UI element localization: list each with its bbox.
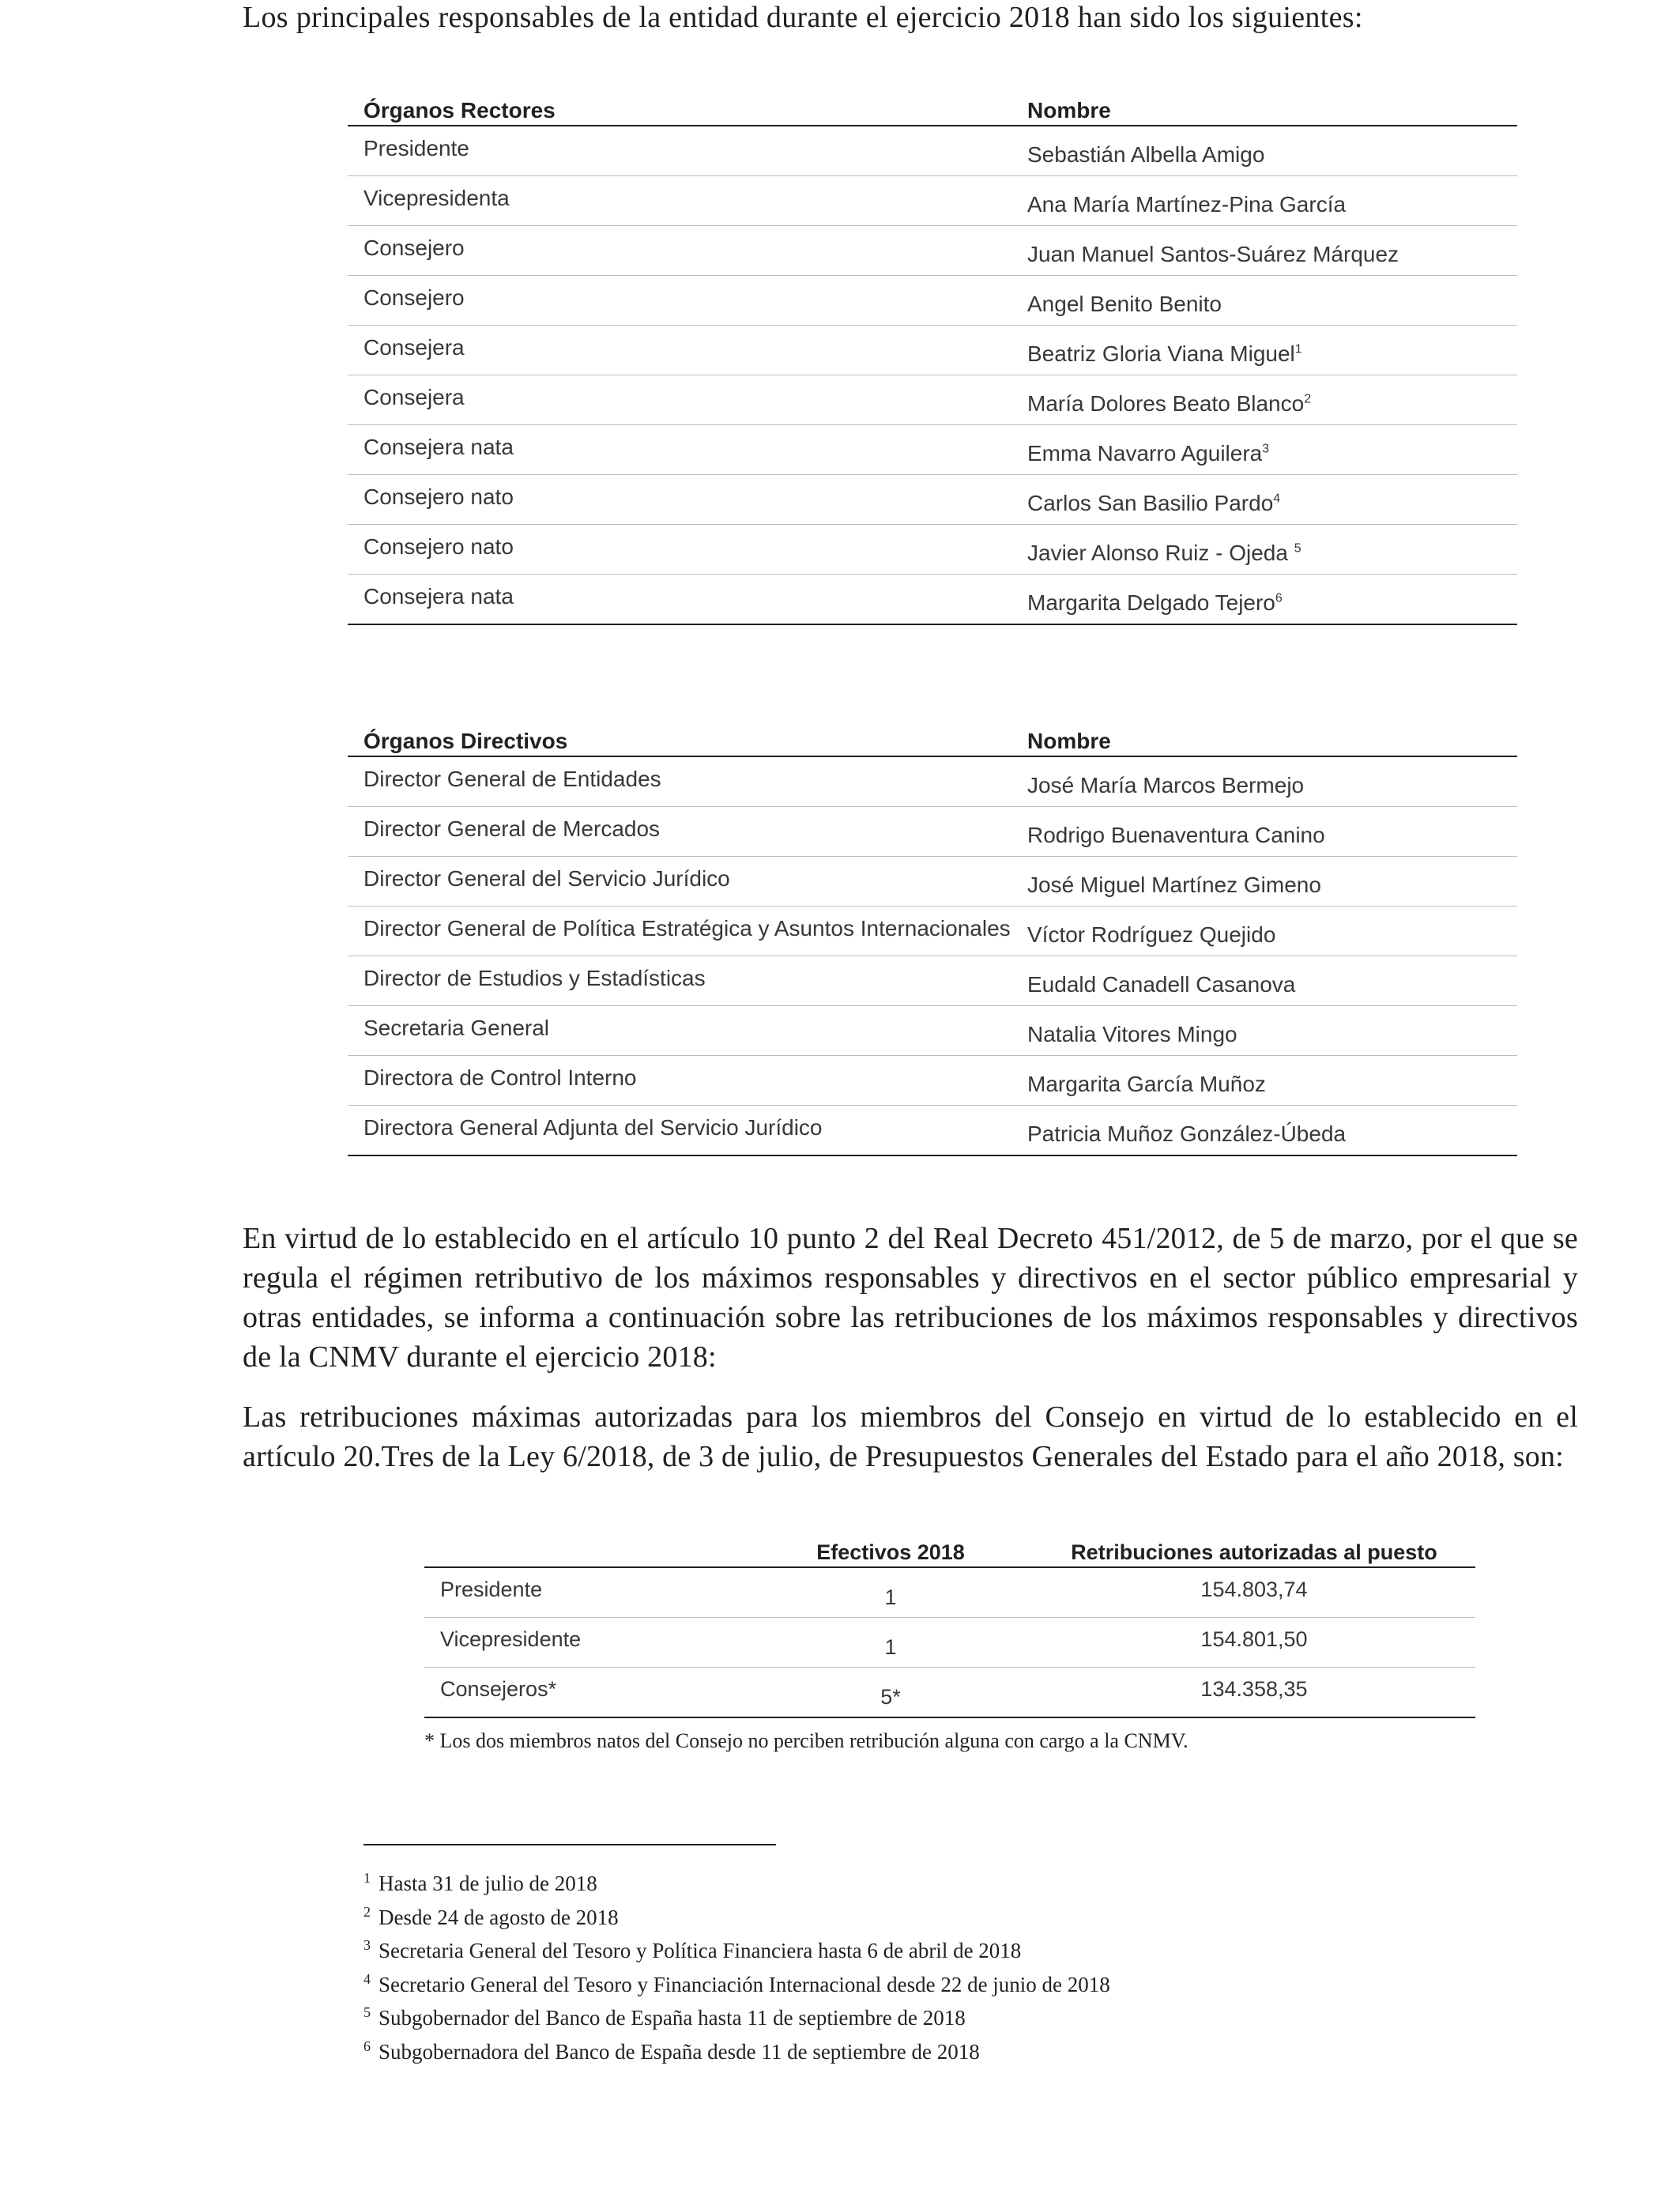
cargo-cell: Director de Estudios y Estadísticas (363, 966, 706, 990)
nombre-text: Ana María Martínez-Pina García (1027, 192, 1347, 217)
footnote-separator (363, 1844, 776, 1845)
table-row (348, 956, 1517, 1006)
rectores-header-cargo: Órganos Rectores (363, 98, 556, 123)
footnote-text: Subgobernadora del Banco de España desde 11 de septiembre de 2018 (379, 2039, 980, 2064)
footnote-item (363, 1901, 1110, 1935)
footnote-text: Secretario General del Tesoro y Financiación Internacional desde 22 de junio de 2018 (379, 1972, 1110, 1996)
cargo-cell: Consejera (363, 385, 465, 409)
nombre-cell: Margarita García Muñoz (1027, 1072, 1266, 1096)
directivos-header-nombre: Nombre (1027, 729, 1111, 753)
footnote-number: 6 (363, 2038, 371, 2054)
efectivos-cell: 5* (880, 1685, 901, 1709)
cargo-cell: Director General del Servicio Jurídico (363, 866, 730, 891)
cargo-cell: Secretaria General (363, 1016, 550, 1040)
nombre-cell: Natalia Vitores Mingo (1027, 1022, 1237, 1046)
importe-cell: 134.358,35 (1200, 1677, 1308, 1701)
cargo-cell: Consejera nata (363, 584, 514, 609)
rectores-table-body (348, 126, 1517, 625)
footnote-text: Subgobernador del Banco de España hasta 11 de septiembre de 2018 (379, 2006, 966, 2030)
importe-cell: 154.801,50 (1200, 1627, 1308, 1651)
table-row (348, 757, 1517, 807)
footnote-number: 2 (363, 1903, 371, 1920)
efectivos-cell: 1 (884, 1635, 897, 1659)
nombre-text: Beatriz Gloria Viana Miguel (1027, 341, 1295, 366)
nombre-text: Emma Navarro Aguilera (1027, 441, 1263, 466)
footnotes-list (363, 1867, 1110, 2068)
cargo-cell: Consejero nato (363, 484, 514, 509)
nombre-cell (1027, 391, 1311, 417)
table-row (348, 575, 1517, 625)
directivos-header-cargo: Órganos Directivos (363, 729, 568, 753)
rectores-table (348, 93, 1517, 625)
nombre-cell (1027, 491, 1280, 516)
footnote-item (363, 2035, 1110, 2069)
footnote-number: 4 (363, 1970, 371, 1987)
cargo-cell: Consejera nata (363, 435, 514, 459)
paragraph-real-decreto: En virtud de lo establecido en el artículo 10 punto 2 del Real Decreto 451/2012, de 5 de marzo, por el que se regula el régimen retributivo de los máximos responsables y directivos en el sector público empresarial y otras entidades, se informa a continuación sobre las retribuciones de los máximos responsables y directivos de la CNMV durante el ejercicio 2018: (243, 1222, 1578, 1374)
nombre-cell: Víctor Rodríguez Quejido (1027, 922, 1276, 947)
footnote-item (363, 1867, 1110, 1901)
cargo-cell: Consejero nato (363, 534, 514, 559)
retribuciones-table-body (424, 1568, 1475, 1718)
paragraph-retribuciones: Las retribuciones máximas autorizadas para los miembros del Consejo en virtud de lo establecido en el artículo 20.Tres de la Ley 6/2018, de 3 de julio, de Presupuestos Generales del Estado para el año 2018, son: (243, 1400, 1578, 1473)
cargo-cell: Consejero (363, 236, 465, 260)
retribuciones-table-header (424, 1533, 1475, 1568)
footnote-item (363, 2001, 1110, 2035)
nombre-cell: Eudald Canadell Casanova (1027, 972, 1296, 997)
nombre-text: Sebastián Albella Amigo (1027, 142, 1265, 167)
table-row (348, 857, 1517, 907)
footnote-number: 3 (363, 1937, 371, 1953)
table-row (348, 525, 1517, 575)
footnote-number: 1 (363, 1870, 371, 1886)
cargo-cell: Directora de Control Interno (363, 1065, 637, 1090)
nombre-cell: Patricia Muñoz González-Úbeda (1027, 1122, 1347, 1146)
footnote-text: Hasta 31 de julio de 2018 (379, 1872, 597, 1895)
table-row (348, 425, 1517, 475)
nombre-cell: José María Marcos Bermejo (1027, 773, 1305, 797)
nombre-text: Javier Alonso Ruiz - Ojeda (1027, 541, 1294, 565)
cargo-cell: Director General de Mercados (363, 816, 661, 841)
footnote-text: Desde 24 de agosto de 2018 (379, 1905, 619, 1929)
nombre-cell: Rodrigo Buenaventura Canino (1027, 823, 1325, 847)
nombre-cell: José Miguel Martínez Gimeno (1027, 873, 1321, 897)
nombre-cell (1027, 590, 1283, 616)
retribuciones-table (424, 1533, 1475, 1718)
cargo-cell: Vicepresidenta (363, 186, 510, 210)
nombre-text: Carlos San Basilio Pardo (1027, 491, 1274, 515)
cargo-cell: Presidente (363, 136, 469, 160)
nombre-cell (1027, 341, 1302, 367)
nombre-text: Angel Benito Benito (1027, 292, 1222, 316)
table-row (348, 907, 1517, 956)
table-row (348, 176, 1517, 226)
nombre-cell (1027, 441, 1269, 466)
nombre-cell (1027, 242, 1399, 267)
footnote-number: 5 (363, 2004, 371, 2020)
footnote-item (363, 1934, 1110, 1968)
cargo-cell: Consejera (363, 335, 465, 360)
importe-cell: 154.803,74 (1200, 1578, 1308, 1601)
cargo-cell: Consejero (363, 285, 465, 310)
nombre-cell (1027, 142, 1264, 168)
rectores-header-nombre: Nombre (1027, 98, 1111, 123)
footnote-item (363, 1968, 1110, 2002)
nombre-cell (1027, 292, 1222, 317)
table-row (348, 1106, 1517, 1156)
nombre-cell (1027, 541, 1301, 566)
footnote-ref: 1 (1294, 342, 1302, 356)
retribuciones-note: * Los dos miembros natos del Consejo no perciben retribución alguna con cargo a la CNMV. (424, 1729, 1188, 1752)
cargo-cell: Director General de Entidades (363, 767, 661, 791)
table-row (348, 475, 1517, 525)
cargo-cell: Vicepresidente (440, 1627, 582, 1651)
rectores-table-header (348, 93, 1517, 126)
nombre-text: Juan Manuel Santos-Suárez Márquez (1027, 242, 1399, 266)
efectivos-cell: 1 (884, 1585, 897, 1609)
directivos-table-header (348, 724, 1517, 757)
table-row (348, 375, 1517, 425)
table-row (424, 1568, 1475, 1618)
footnote-ref: 5 (1294, 541, 1301, 556)
retribuciones-header-importe: Retribuciones autorizadas al puesto (1071, 1540, 1437, 1564)
table-row (424, 1668, 1475, 1718)
nombre-cell (1027, 192, 1346, 217)
cargo-cell: Presidente (440, 1578, 543, 1601)
table-row (348, 1056, 1517, 1106)
table-row (348, 226, 1517, 276)
footnote-ref: 4 (1273, 492, 1281, 506)
table-row (424, 1618, 1475, 1668)
nombre-text: María Dolores Beato Blanco (1027, 391, 1305, 416)
table-row (348, 807, 1517, 857)
footnote-ref: 6 (1275, 591, 1283, 605)
table-row (348, 326, 1517, 375)
cargo-cell: Director General de Política Estratégica y Asuntos Internacionales (363, 916, 1011, 941)
directivos-table (348, 724, 1517, 1156)
table-row (348, 1006, 1517, 1056)
footnote-ref: 2 (1304, 392, 1312, 406)
directivos-table-body (348, 757, 1517, 1156)
intro-text: Los principales responsables de la entidad durante el ejercicio 2018 han sido los siguientes: (243, 1, 1363, 34)
nombre-text: Margarita Delgado Tejero (1027, 590, 1275, 615)
retribuciones-header-efectivos: Efectivos 2018 (816, 1540, 965, 1564)
footnote-ref: 3 (1262, 442, 1270, 456)
table-row (348, 276, 1517, 326)
table-row (348, 126, 1517, 176)
cargo-cell: Consejeros* (440, 1677, 557, 1701)
cargo-cell: Directora General Adjunta del Servicio Jurídico (363, 1115, 823, 1140)
footnote-text: Secretaria General del Tesoro y Política Financiera hasta 6 de abril de 2018 (379, 1939, 1022, 1962)
